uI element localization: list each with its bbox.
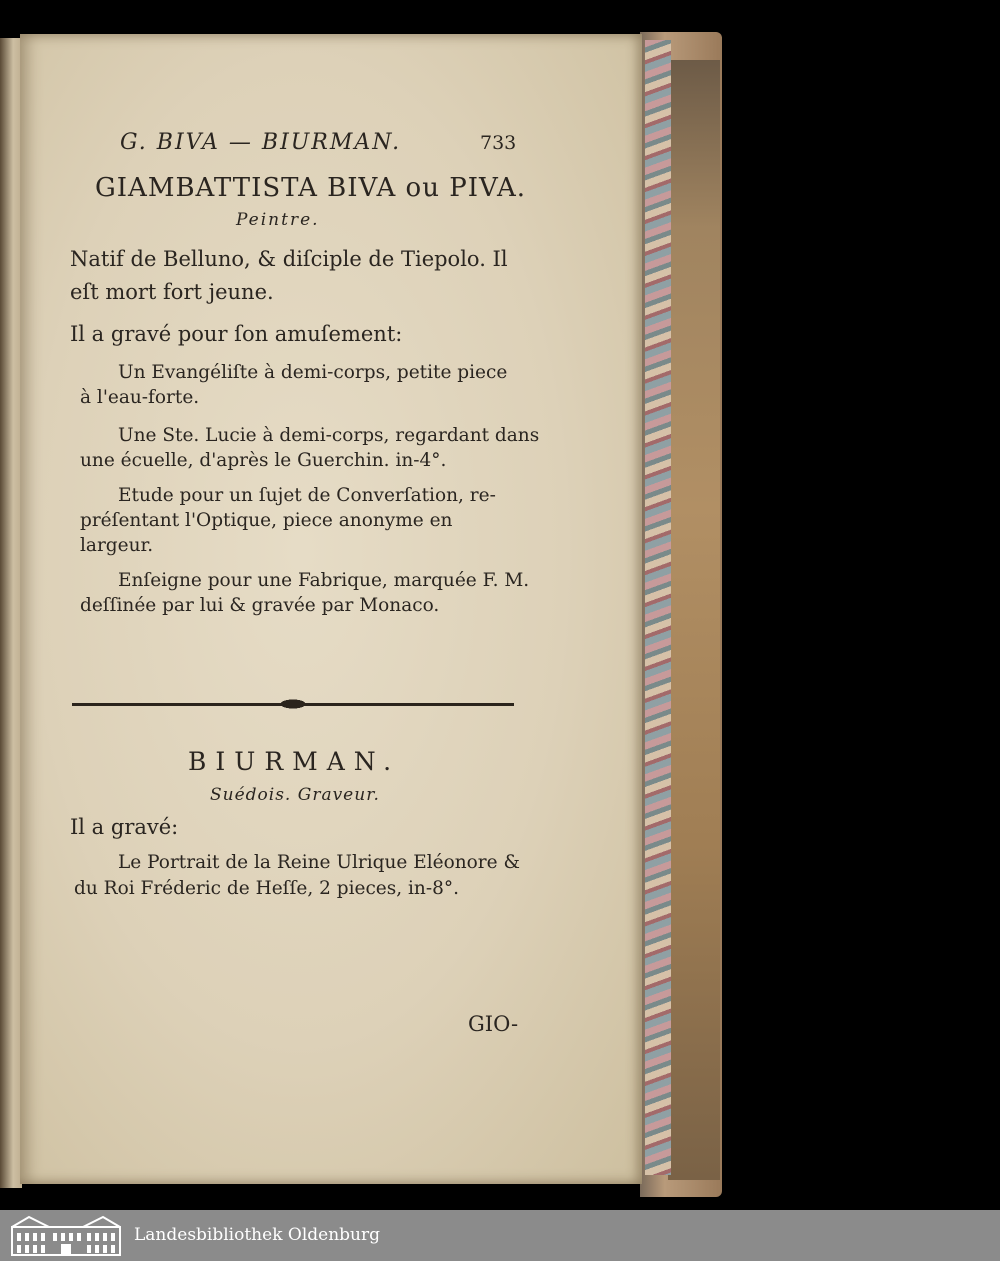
footer-bar	[0, 1210, 1000, 1261]
work-line: à l'eau-forte.	[80, 387, 200, 408]
entry-text-line: Natif de Belluno, & diſciple de Tiepolo. Il	[70, 247, 508, 271]
library-name: Landesbibliothek Oldenburg	[134, 1225, 381, 1245]
work-line: préſentant l'Optique, piece anonyme en	[80, 510, 453, 531]
cover-spine-strip	[668, 60, 720, 1180]
work-line: Enſeigne pour une Fabrique, marquée F. M.	[118, 570, 530, 591]
work-line: deſſinée par lui & gravée par Monaco.	[80, 595, 440, 616]
work-line: largeur.	[80, 535, 154, 556]
work-line: du Roi Fréderic de Heſſe, 2 pieces, in-8°.	[74, 878, 459, 899]
marbled-page-edges	[645, 40, 671, 1175]
work-line: une écuelle, d'après le Guerchin. in-4°.	[80, 450, 447, 471]
section-heading: Il a gravé:	[70, 815, 179, 839]
section-heading: Il a gravé pour ſon amuſement:	[70, 322, 403, 346]
page-number: 733	[480, 132, 517, 154]
entry-title: BIURMAN.	[188, 747, 401, 776]
work-line: Etude pour un ſujet de Converſation, re-	[118, 485, 496, 506]
entry-profession: Suédois. Graveur.	[210, 785, 380, 805]
work-line: Une Ste. Lucie à demi-corps, regardant dans	[118, 425, 540, 446]
entry-profession: Peintre.	[236, 210, 320, 230]
library-building-icon	[9, 1213, 123, 1258]
entry-title: GIAMBATTISTA BIVA ou PIVA.	[95, 173, 527, 203]
previous-page-edge	[0, 38, 22, 1188]
work-line: Le Portrait de la Reine Ulrique Eléonore &	[118, 852, 520, 873]
running-head: G. BIVA — BIURMAN.	[120, 130, 402, 155]
catchword: GIO-	[468, 1012, 519, 1036]
entry-text-line: eſt mort fort jeune.	[70, 280, 274, 304]
ornamental-divider	[72, 701, 514, 709]
work-line: Un Evangéliſte à demi-corps, petite piece	[118, 362, 508, 383]
